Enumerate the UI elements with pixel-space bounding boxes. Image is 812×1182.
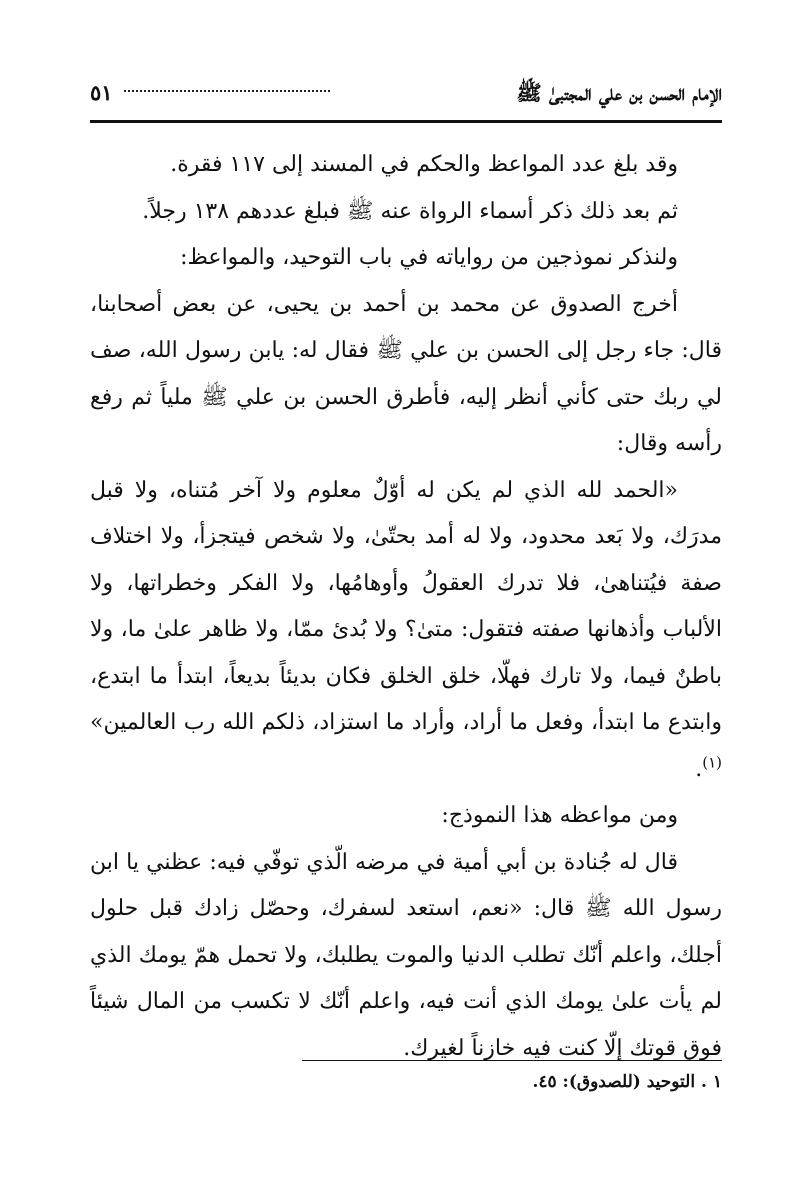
footnote: ١ . التوحيد (للصدوق): ٤٥.	[532, 1072, 722, 1092]
paragraph: ومن مواعظه هذا النموذج:	[441, 803, 678, 828]
paragraph: وقد بلغ عدد المواعظ والحكم في المسند إلى ١١٧ فقرة.	[170, 152, 678, 177]
footnote-separator	[302, 1060, 722, 1061]
header-rule	[90, 120, 722, 123]
running-header-title: الإمام الحسن بن علي المجتبىٰ ﷺ	[516, 80, 722, 105]
header-dot-leader	[124, 90, 330, 92]
footnote-reference: (١)	[702, 753, 722, 772]
paragraph: قال له جُنادة بن أبي أمية في مرضه الّذي توفّي فيه: عظني يا ابن رسول الله ﷺ قال: «نعم، استعد لسفرك، وحصّل زادك قبل حلول أجلك، واعلم أنّك تطلب الدنيا والموت يطلبك، ولا تحمل همّ يومك الذي لم يأت علىٰ يومك الذي أنت فيه، واعلم أنّك لا تكسب من المال شيئاً فوق قوتك إلّا كنت فيه خازناً لغيرك.	[90, 849, 722, 1061]
book-page	[90, 70, 722, 1150]
page-number: ٥١	[90, 80, 113, 105]
paragraph: ولنذكر نموذجين من رواياته في باب التوحيد، والمواعظ:	[180, 245, 678, 270]
quote-paragraph: «الحمد لله الذي لم يكن له أوّلٌ معلوم ولا آخر مُتناه، ولا قبل مدرَك، ولا بَعد محدود، ولا له أمد بحتّىٰ، ولا شخص فيتجزأ، ولا اختلاف صفة فيُتناهىٰ، فلا تدرك العقولُ وأوهامُها، ولا الفكر وخطراتها، ولا الألباب وأذهانها صفته فتقول: متىٰ؟ ولا بُدئ ممّا، ولا ظاهر علىٰ ما، ولا باطنٌ فيما، ولا تارك فهلّا، خلق الخلق فكان بديئاً بديعاً، ابتدأ ما ابتدع، وابتدع ما ابتدأ، وفعل ما أراد، وأراد ما استزاد، ذلكم الله رب العالمين» $^{(١)}$.	[90, 477, 722, 782]
paragraph: أخرج الصدوق عن محمد بن أحمد بن يحيى، عن بعض أصحابنا، قال: جاء رجل إلى الحسن بن علي ﷺ فقال له: يابن رسول الله، صف لي ربك حتى كأني أنظر إليه، فأطرق الحسن بن علي ﷺ ملياً ثم رفع رأسه وقال:	[90, 291, 723, 456]
paragraph: ثم بعد ذلك ذكر أسماء الرواة عنه ﷺ فبلغ عددهم ١٣٨ رجلاً.	[142, 198, 678, 224]
main-text	[90, 142, 722, 1072]
running-header	[90, 70, 722, 114]
